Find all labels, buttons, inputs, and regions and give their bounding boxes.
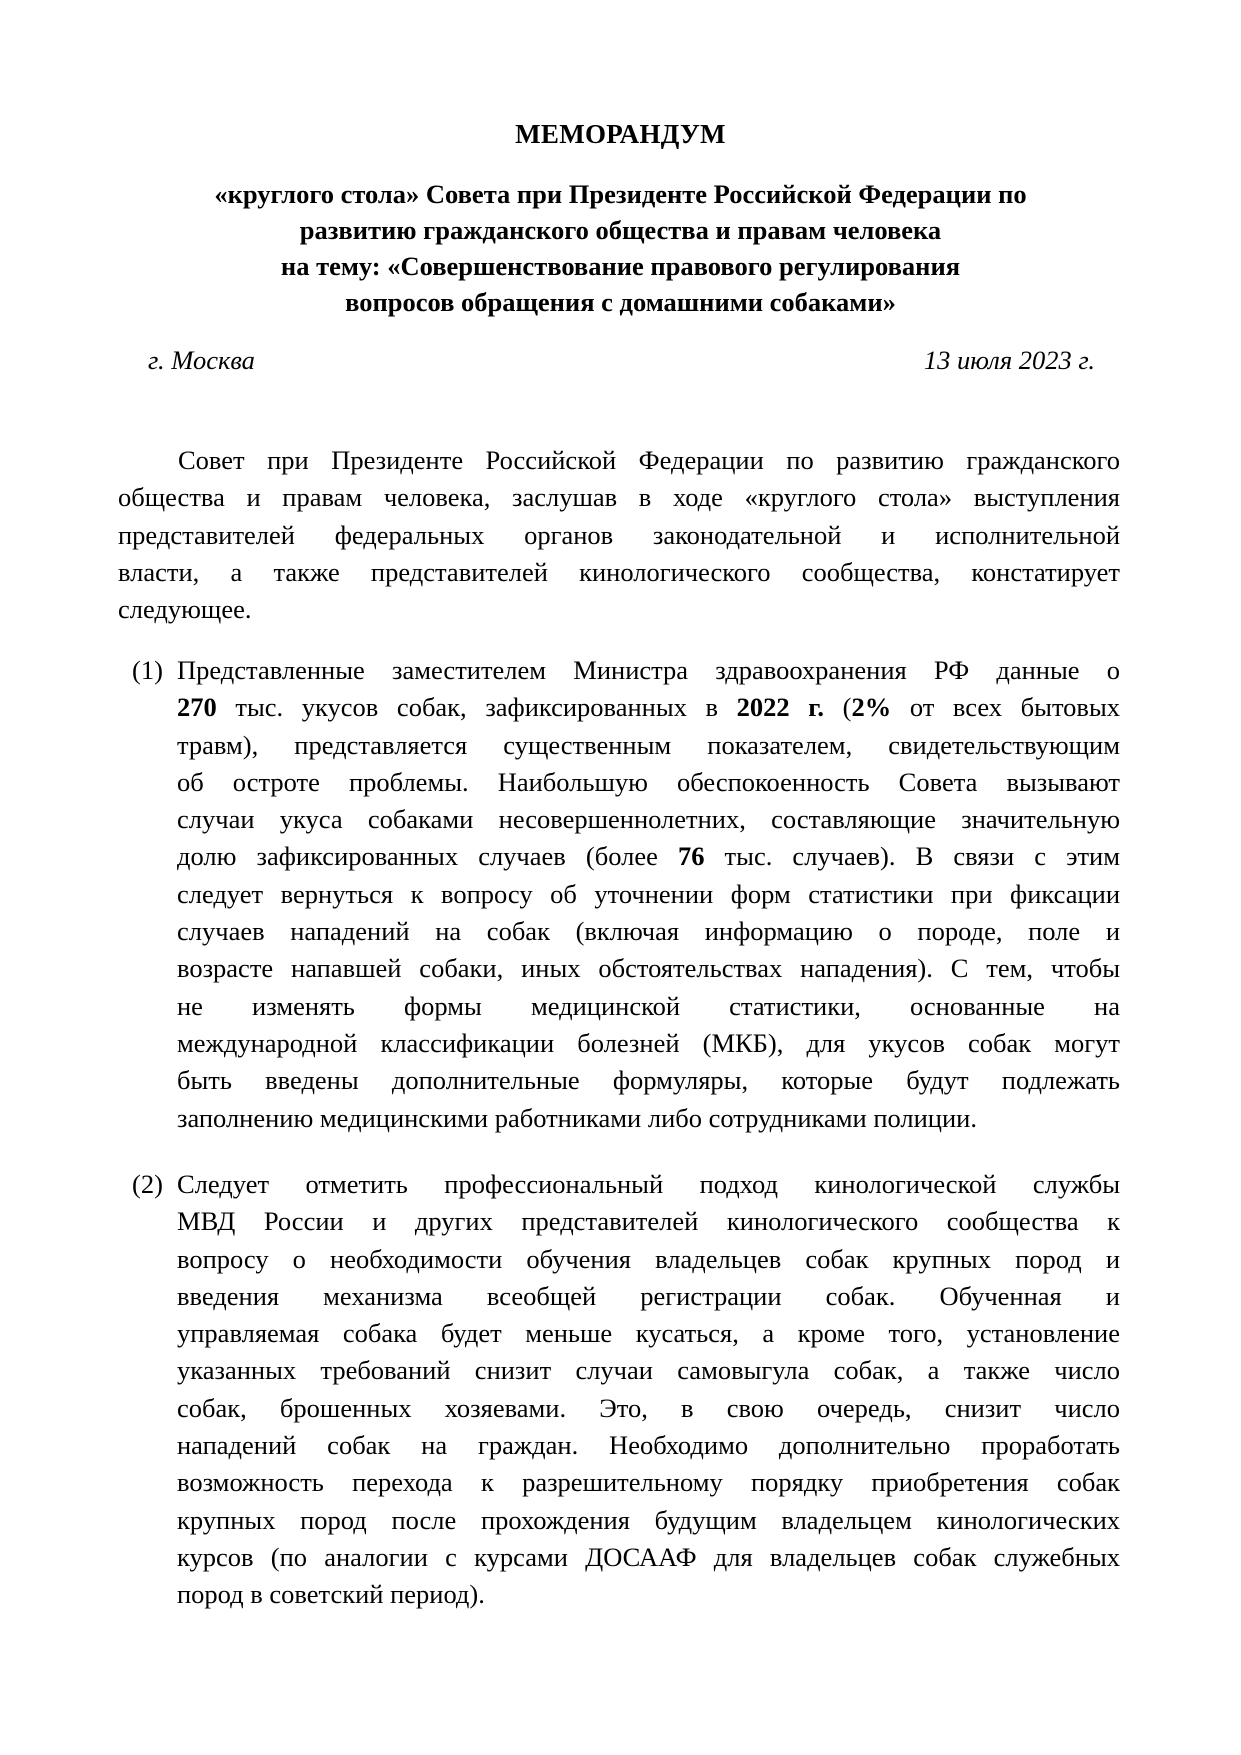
list-marker: (1) — [132, 655, 163, 685]
paragraph-line: возрасте напавшей собаки, иных обстоятельствах нападения). С тем, чтобы — [177, 953, 1120, 984]
bold-number: 270 — [177, 692, 217, 723]
paragraph-line: следует вернуться к вопросу об уточнении форм статистики при фиксации — [177, 878, 1120, 909]
paragraph-line: заполнению медицинскими работниками либо сотрудниками полиции. — [177, 1102, 977, 1133]
paragraph-line: об остроте проблемы. Наибольшую обеспокоенность Совета вызывают — [177, 766, 1120, 797]
paragraph-line: власти, а также представителей кинологического сообщества, констатирует — [118, 556, 1120, 587]
paragraph-line: управляемая собака будет меньше кусаться, а кроме того, установление — [177, 1318, 1120, 1349]
paragraph-line: крупных пород после прохождения будущим владельцем кинологических — [177, 1504, 1120, 1535]
list-marker: (2) — [132, 1169, 163, 1199]
paragraph-line — [177, 689, 1120, 726]
paragraph-line: пород в советский период). — [177, 1579, 485, 1610]
document-subtitle — [0, 176, 1241, 320]
document-date: 13 июля 2023 г. — [923, 345, 1095, 375]
paragraph-line: Совет при Президенте Российской Федерации по развитию гражданского — [178, 445, 1120, 475]
paragraph-line: быть введены дополнительные формуляры, которые будут подлежать — [177, 1065, 1120, 1096]
text-run: тыс. укусов собак, зафиксированных в — [216, 692, 737, 723]
paragraph-line: следующее. — [118, 594, 252, 625]
paragraph-line: случаев нападений на собак (включая информацию о породе, поле и — [177, 916, 1120, 947]
list-item-content — [177, 652, 1120, 1137]
paragraph-line: Следует отметить профессиональный подход кинологической службы — [177, 1169, 1120, 1199]
text-run: долю зафиксированных случаев (более — [177, 841, 678, 872]
paragraph-line: вопросу о необходимости обучения владельцев собак крупных пород и — [177, 1243, 1120, 1274]
paragraph-line — [177, 838, 1120, 875]
bold-number: 76 — [677, 841, 705, 872]
text-run: ( — [823, 692, 852, 723]
subtitle-line: вопросов обращения с домашними собаками» — [345, 287, 896, 317]
paragraph-line: травм), представляется существенным показателем, свидетельствующим — [177, 729, 1120, 760]
list-item-content — [177, 1166, 1120, 1614]
paragraph-line: МВД России и других представителей кинологического сообщества к — [177, 1206, 1120, 1237]
paragraph-line: нападений собак на граждан. Необходимо дополнительно проработать — [177, 1430, 1120, 1461]
paragraph-line: не изменять формы медицинской статистики, основанные на — [177, 990, 1120, 1021]
document-title: МЕМОРАНДУМ — [515, 119, 726, 149]
document-city: г. Москва — [148, 345, 255, 375]
paragraph-line: Представленные заместителем Министра здравоохранения РФ данные о — [177, 655, 1120, 685]
paragraph-line: введения механизма всеобщей регистрации собак. Обученная и — [177, 1280, 1120, 1311]
paragraph-line: общества и правам человека, заслушав в ходе «круглого стола» выступления — [118, 482, 1120, 513]
bold-year: 2022 г. — [736, 692, 824, 723]
bold-percent: 2% — [851, 692, 892, 723]
paragraph-line: собак, брошенных хозяевами. Это, в свою очередь, снизит число — [177, 1392, 1120, 1423]
paragraph-line: представителей федеральных органов законодательной и исполнительной — [118, 519, 1120, 550]
subtitle-line: на тему: «Совершенствование правового регулирования — [280, 251, 961, 281]
paragraph-line: международной классификации болезней (МКБ), для укусов собак могут — [177, 1027, 1120, 1058]
subtitle-line: развитию гражданского общества и правам человека — [299, 215, 942, 245]
text-run: от всех бытовых — [891, 692, 1120, 723]
intro-paragraph — [118, 442, 1120, 628]
subtitle-line: «круглого стола» Совета при Президенте Российской Федерации по — [214, 179, 1027, 209]
paragraph-line: случаи укуса собаками несовершеннолетних, составляющие значительную — [177, 804, 1120, 835]
paragraph-line: возможность перехода к разрешительному порядку приобретения собак — [177, 1467, 1120, 1498]
paragraph-line: курсов (по аналогии с курсами ДОСААФ для владельцев собак служебных — [177, 1541, 1120, 1572]
paragraph-line: указанных требований снизит случаи самовыгула собак, а также число — [177, 1355, 1120, 1386]
text-run: тыс. случаев). В связи с этим — [704, 841, 1120, 872]
